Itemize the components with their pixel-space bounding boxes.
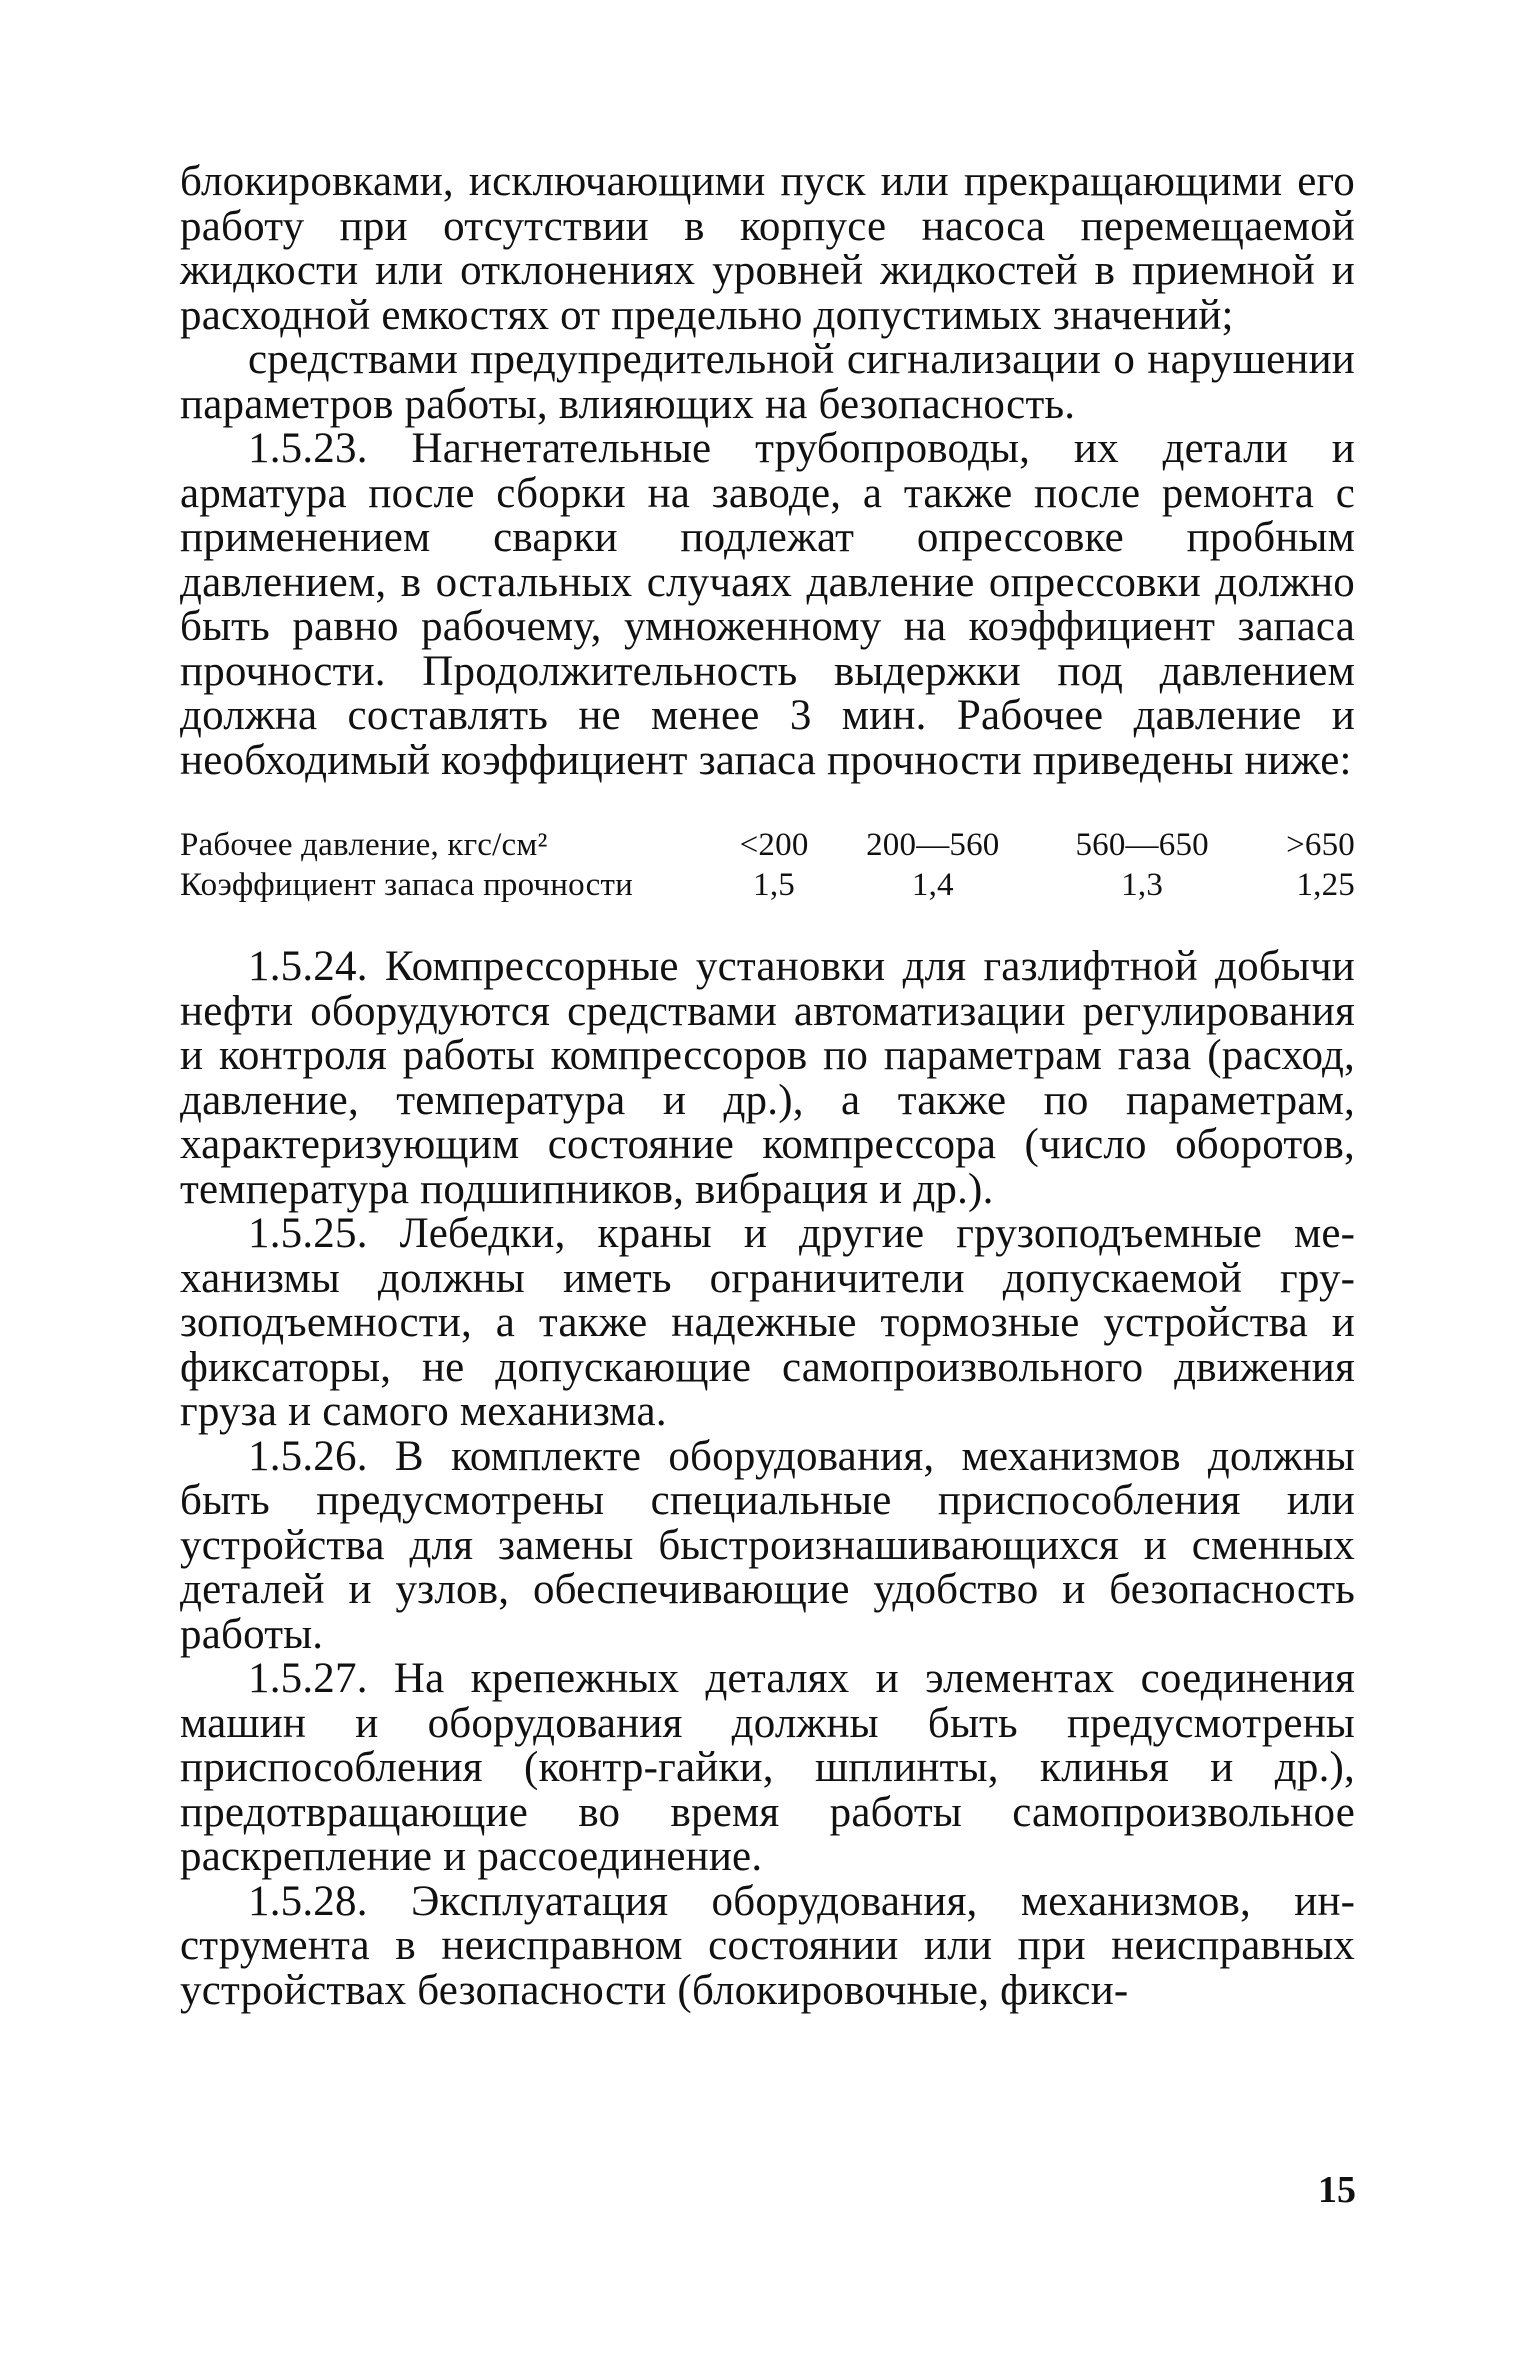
clause-number: 1.5.23. [248, 425, 368, 472]
clause-number: 1.5.28. [248, 1877, 368, 1925]
table-cell: <200 [739, 827, 809, 863]
paragraph-text: Эксплуатация оборудования, механизмов, инструмента в неисправном состоянии или при неисправных устройствах безопасности (блокировочные, фикси- [180, 1877, 1355, 2014]
table-cell: 200—560 [866, 827, 1000, 863]
paragraph-text: В комплекте оборудования, механизмов должны быть предусмотрены специальные приспособления или устройства для замены быстроизнашивающихся и сменных деталей и узлов, обеспечивающие удобство и безопасность работы. [180, 1432, 1355, 1658]
page-body [180, 160, 1355, 2013]
table-cell: 1,5 [753, 867, 795, 903]
paragraph-1-5-26 [180, 1432, 1355, 1658]
table-row [180, 865, 1355, 905]
paragraph-signaling [180, 338, 1355, 427]
table-cell: 560—650 [1075, 827, 1209, 863]
table-row [180, 825, 1355, 865]
clause-number: 1.5.24. [248, 943, 368, 990]
row-label: Рабочее давление, кгс/см² [180, 827, 548, 863]
paragraph-1-5-27 [180, 1657, 1355, 1880]
table-cell: 1,25 [1296, 867, 1355, 903]
paragraph-1-5-23 [180, 427, 1355, 783]
table-cell: 1,3 [1121, 867, 1164, 903]
paragraph-text: Лебедки, краны и другие грузоподъемные механизмы должны иметь ограничители допускаемой грузоподъемности, а также надежные тормозные устройства и фиксаторы, не допускающие самопроизвольного движения груза и самого механизма. [180, 1210, 1355, 1435]
paragraph-text: средствами предупредительной сигнализации о нарушении параметров работы, влияющих на безопасность. [180, 336, 1355, 428]
clause-number: 1.5.27. [248, 1655, 368, 1702]
paragraph-text: На крепежных деталях и элементах соединения машин и оборудования должны быть предусмотрены приспособления (контр-гайки, шплинты, клинья и др.), предотвращающие во время работы самопроизвольное раскрепление и рассоединение. [180, 1655, 1355, 1880]
clause-number: 1.5.25. [248, 1210, 368, 1257]
paragraph-1-5-25 [180, 1212, 1355, 1435]
safety-factor-table [180, 825, 1355, 905]
clause-number: 1.5.26. [248, 1432, 368, 1480]
paragraph-text: Нагнетательные трубопроводы, их детали и арматура после сборки на заводе, а также после ремонта с применением сварки подлежат опрессовке пробным давлением, в остальных случаях давление опрессовки должно быть равно рабочему, умноженному на коэффициент запаса прочности. Продолжительность выдержки под давлением должна составлять не менее 3 мин. Рабочее давление и необходимый коэффициент запаса прочности приведены ниже: [180, 425, 1355, 784]
table-cell: >650 [1286, 827, 1355, 863]
paragraph-1-5-24 [180, 945, 1355, 1212]
page-number: 15 [1318, 2169, 1356, 2211]
paragraph-continuation [180, 160, 1355, 338]
paragraph-text: Компрессорные установки для газлифтной добычи нефти оборудуются средствами автоматизации регулирования и контроля работы компрессоров по параметрам газа (расход, давление, температура и др.), а также по параметрам, характеризующим состояние компрессора (число оборотов, температура подшипников, вибрация и др.). [180, 943, 1355, 1213]
row-label: Коэффициент запаса прочности [180, 867, 633, 903]
paragraph-1-5-28 [180, 1877, 1355, 2014]
paragraph-text: блокировками, исключающими пуск или прекращающими его работу при отсутствии в корпусе насоса перемещаемой жидкости или отклонениях уровней жидкостей в приемной и расходной емкостях от предельно допустимых значений; [180, 158, 1355, 339]
table-cell: 1,4 [911, 867, 954, 903]
